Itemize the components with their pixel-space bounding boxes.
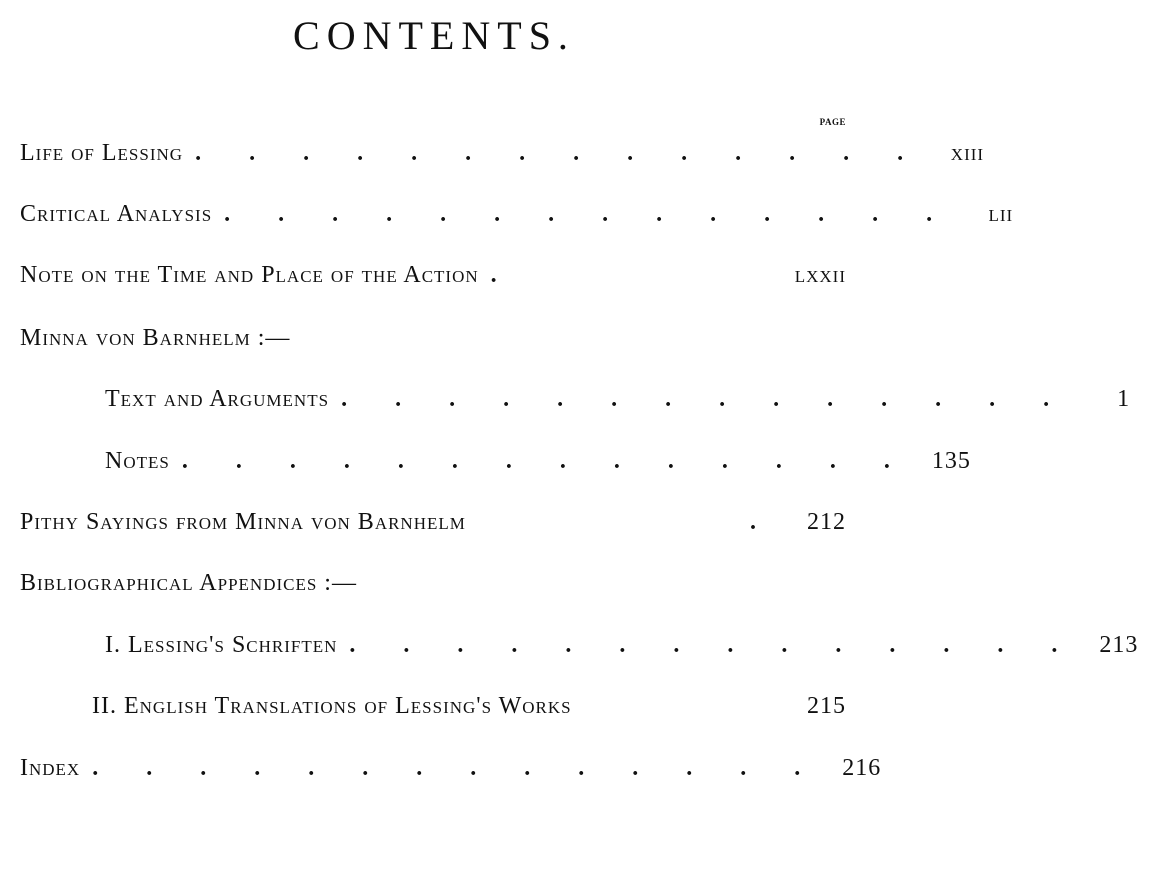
leader-dots: . . . . . . . . . . . . . . <box>349 632 1079 658</box>
toc-entry-pithy-sayings[interactable] <box>0 509 868 543</box>
toc-entry-minna-von-barnhelm[interactable] <box>0 325 868 359</box>
leader-dots: . . . . . . . . . . . . . . <box>92 755 822 781</box>
toc-entry-page: 212 <box>807 509 846 535</box>
toc-entry-page: 213 <box>1099 632 1139 658</box>
toc-entry-page: lii <box>988 201 1014 227</box>
toc-entry-index[interactable] <box>0 755 882 789</box>
toc-entry-label: I. Lessing's Schriften <box>105 632 338 658</box>
toc-entry-notes[interactable] <box>0 448 971 482</box>
toc-entry-page: xiii <box>950 140 985 166</box>
toc-entry-lessings-schriften[interactable] <box>0 632 1139 666</box>
leader-dots: . . . . . . . . . . . . . . <box>195 140 925 166</box>
toc-entry-label: Index <box>20 755 81 781</box>
toc-entry-page: 216 <box>842 755 882 781</box>
toc-entry-label: Critical Analysis <box>20 201 213 227</box>
toc-entry-label: Note on the Time and Place of the Action <box>20 262 479 288</box>
toc-entry-page: 215 <box>807 693 846 719</box>
toc-entry-label: Bibliographical Appendices :— <box>20 570 357 596</box>
leader-dots: . . . . . . . . . . . . . . <box>341 386 1071 412</box>
toc-entry-bibliographical-appendices[interactable] <box>0 570 868 604</box>
toc-entry-page: lxxii <box>794 262 846 288</box>
toc-entry-page: 135 <box>931 448 971 474</box>
toc-entry-note-on-time-and-place[interactable] <box>0 262 868 296</box>
toc-entry-page: 1 <box>1117 386 1131 412</box>
toc-entry-text-and-arguments[interactable] <box>0 386 1131 420</box>
leader-dots: . . . . . . . . . . . . . . <box>224 201 954 227</box>
page-title: CONTENTS. <box>293 13 575 58</box>
toc-entry-label: Life of Lessing <box>20 140 184 166</box>
toc-entry-label: Pithy Sayings from Minna von Barnhelm <box>20 509 466 535</box>
toc-entry-label: Notes <box>105 448 170 474</box>
page-column-label: PAGE <box>819 117 846 127</box>
leader-dots: . . . . . . . . . . . . . . <box>181 448 911 474</box>
leader-dots: . <box>750 509 756 535</box>
toc-entry-life-of-lessing[interactable] <box>0 140 985 174</box>
toc-entry-label: Text and Arguments <box>105 386 330 412</box>
leader-dots: . <box>490 262 497 288</box>
toc-entry-critical-analysis[interactable] <box>0 201 1014 235</box>
toc-entry-english-translations[interactable] <box>0 693 868 727</box>
toc-entry-label: Minna von Barnhelm :— <box>20 325 291 351</box>
toc-entry-label: II. English Translations of Lessing's Works <box>92 693 572 719</box>
